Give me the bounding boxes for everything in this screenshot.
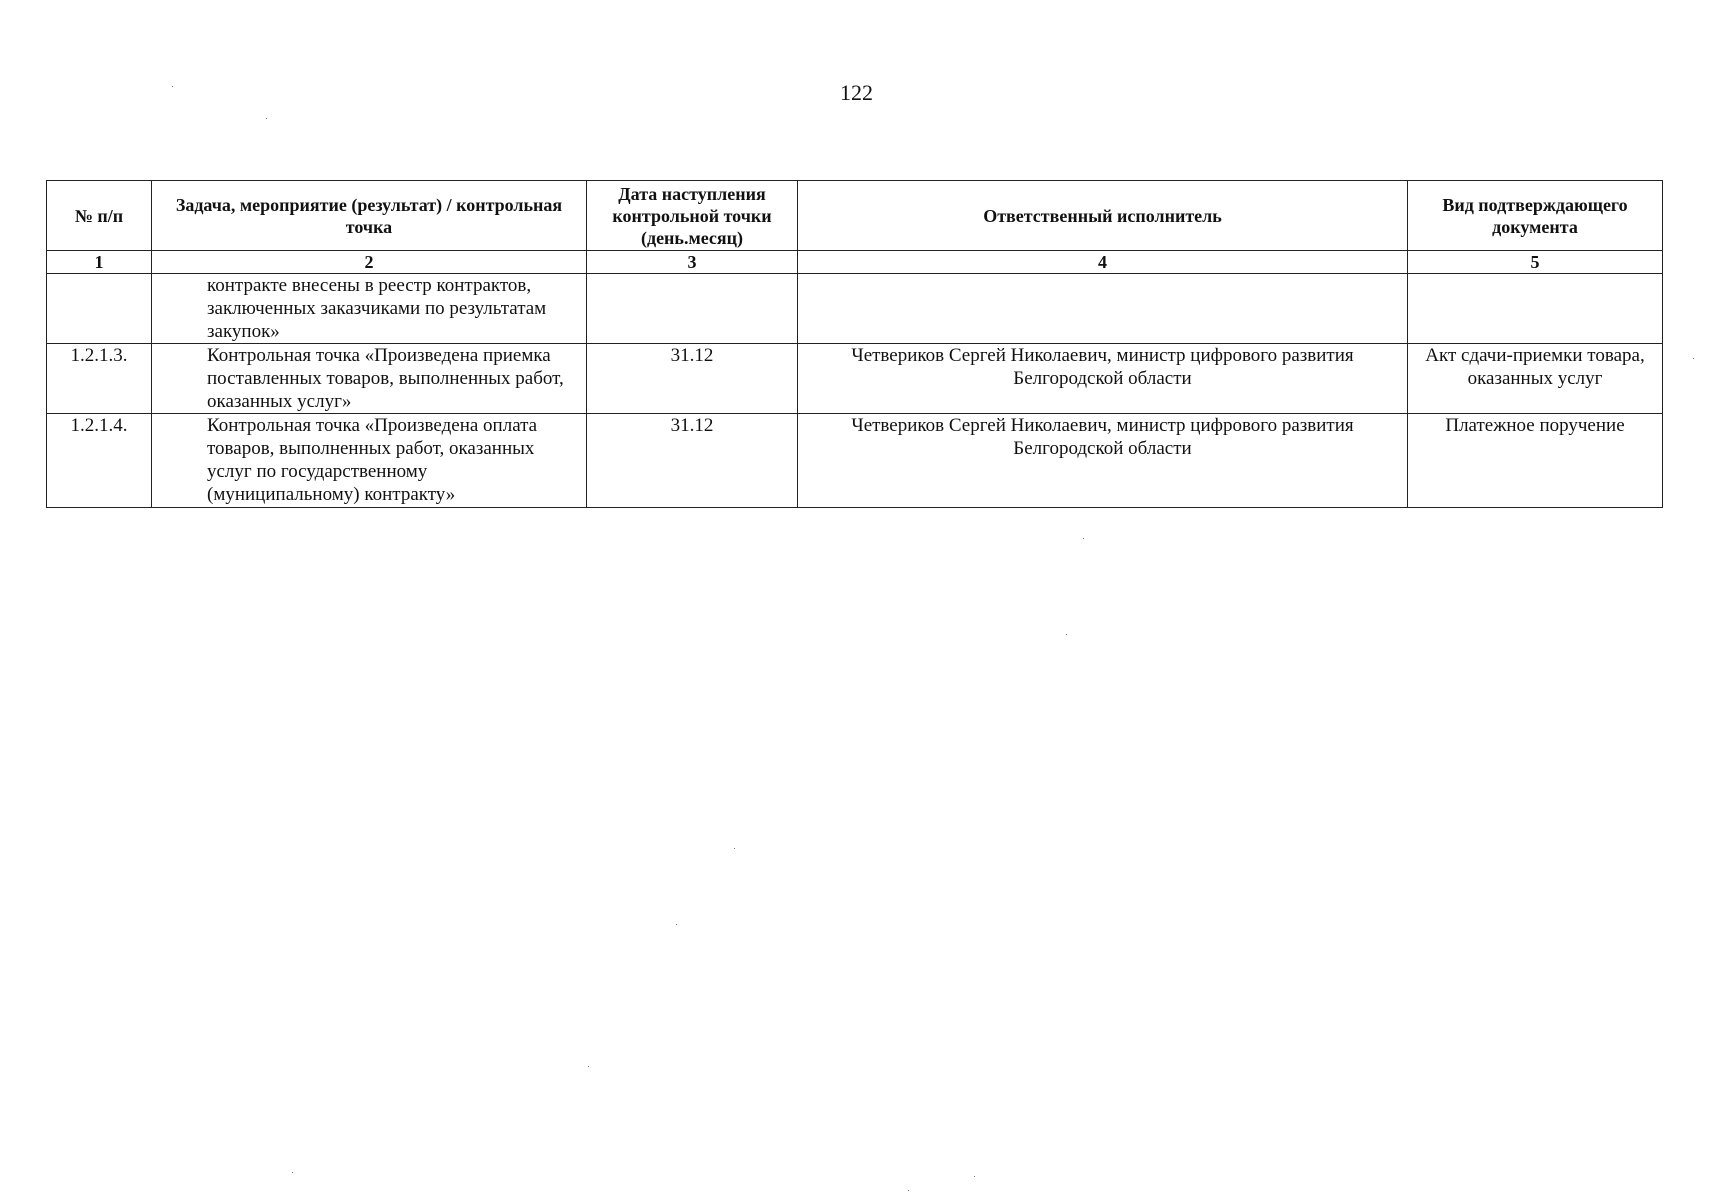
scan-speck [1693,358,1694,359]
row-number: 1.2.1.3. [47,344,152,414]
row-task: Контрольная точка «Произведена приемка поставленных товаров, выполненных работ, оказанных услуг» [152,344,587,414]
scan-speck [1066,634,1067,635]
table-row [47,414,1663,508]
table-header-row [47,181,1663,251]
header-number: № п/п [47,181,152,251]
column-number: 3 [587,251,798,274]
column-number: 2 [152,251,587,274]
table-row [47,344,1663,414]
scan-speck [734,848,735,849]
scan-speck [974,1176,975,1177]
row-date: 31.12 [587,344,798,414]
header-task: Задача, мероприятие (результат) / контрольная точка [152,181,587,251]
column-numbers-row [47,251,1663,274]
header-responsible: Ответственный исполнитель [798,181,1408,251]
row-responsible: Четвериков Сергей Николаевич, министр цифрового развития Белгородской области [798,414,1408,508]
scan-speck [676,924,677,925]
row-date: 31.12 [587,414,798,508]
scan-speck [292,1172,293,1173]
row-task: Контрольная точка «Произведена оплата товаров, выполненных работ, оказанных услуг по государственному (муниципальному) контракту» [152,414,587,508]
header-document: Вид подтверждающего документа [1408,181,1663,251]
row-task: контракте внесены в реестр контрактов, заключенных заказчиками по результатам закупок» [152,274,587,344]
table-row [47,274,1663,344]
row-responsible: Четвериков Сергей Николаевич, министр цифрового развития Белгородской области [798,344,1408,414]
scan-speck [266,118,267,119]
scan-speck [1083,538,1084,539]
row-document: Акт сдачи-приемки товара, оказанных услуг [1408,344,1663,414]
row-date [587,274,798,344]
control-points-table [46,180,1663,508]
row-number [47,274,152,344]
scan-speck [588,1066,589,1067]
row-responsible [798,274,1408,344]
column-number: 5 [1408,251,1663,274]
header-date: Дата наступления контрольной точки (день.месяц) [587,181,798,251]
scan-speck [172,86,173,87]
column-number: 1 [47,251,152,274]
page-number: 122 [840,80,873,105]
row-document [1408,274,1663,344]
column-number: 4 [798,251,1408,274]
row-document: Платежное поручение [1408,414,1663,508]
row-number: 1.2.1.4. [47,414,152,508]
scan-speck [908,1190,909,1191]
